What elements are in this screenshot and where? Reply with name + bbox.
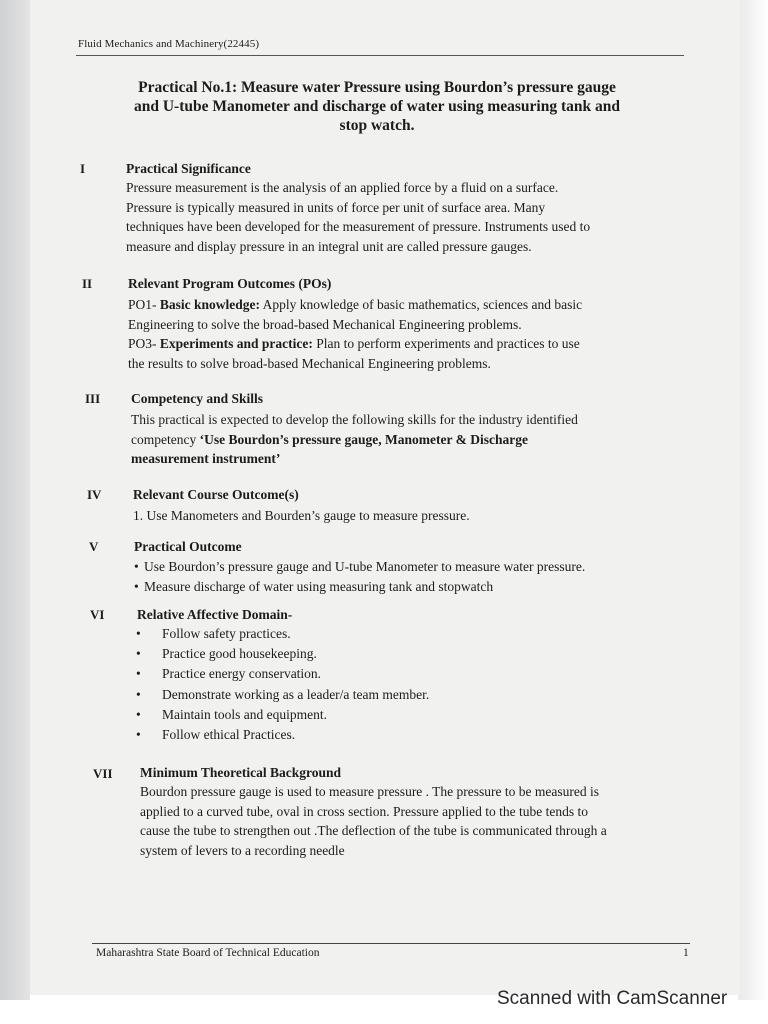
section-7-title: Minimum Theoretical Background: [140, 765, 342, 780]
bullet-glyph: •: [136, 626, 141, 641]
section-4-number: IV: [87, 487, 102, 502]
bullet-glyph: •: [134, 559, 139, 574]
bullet-glyph: •: [134, 579, 139, 595]
header-rule: [76, 55, 684, 56]
list-item-text: Follow ethical Practices.: [162, 727, 296, 743]
section-5-title: Practical Outcome: [134, 539, 242, 554]
scan-edge-right: [738, 0, 768, 1000]
po1-bold: Basic knowledge:: [159, 297, 261, 312]
list-item: [136, 644, 429, 664]
text-line: cause the tube to strengthen out .The deflection of the tube is communicated through a: [140, 823, 607, 838]
bullet-glyph: •: [136, 686, 141, 702]
text-line: 1. Use Manometers and Bourden’s gauge to measure pressure.: [133, 508, 470, 523]
text-line: Bourdon pressure gauge is used to measure pressure . The pressure to be measured is: [140, 784, 599, 799]
list-item-text: Maintain tools and equipment.: [162, 706, 327, 722]
section-1-title: Practical Significance: [126, 161, 251, 176]
bullet-glyph: •: [136, 706, 141, 722]
competency-bold: ‘Use Bourdon’s pressure gauge, Manometer & Discharge: [199, 431, 528, 447]
bullet-glyph: •: [136, 646, 141, 662]
practical-title: [82, 78, 672, 135]
page-footer: Maharashtra State Board of Technical Education: [96, 947, 320, 959]
list-item: [134, 557, 585, 577]
section-6-title: Relative Affective Domain-: [137, 607, 293, 622]
po3-line: [128, 334, 668, 354]
list-item: [136, 725, 429, 745]
section-2-title: Relevant Program Outcomes (POs): [128, 276, 332, 291]
competency-line-3: [131, 449, 673, 469]
competency-line: [131, 430, 673, 450]
title-line-3: stop watch.: [339, 117, 415, 134]
list-item: [136, 624, 429, 644]
text-line: Pressure is typically measured in units of force per unit of surface area. Many: [126, 199, 546, 215]
list-item: [136, 664, 429, 684]
section-7-body: [140, 782, 685, 860]
po3-line-2: the results to solve broad-based Mechanical Engineering problems.: [128, 355, 491, 371]
po3-prefix: PO3-: [128, 336, 160, 351]
list-item: [136, 705, 429, 725]
page-number: 1: [683, 947, 689, 959]
text-line: system of levers to a recording needle: [140, 842, 345, 858]
section-1-number: I: [80, 161, 86, 176]
po3-text: Plan to perform experiments and practices to use: [312, 336, 580, 351]
practical-outcome-list: [134, 557, 585, 597]
affective-domain-list: [136, 624, 429, 745]
list-item-text: Practice good housekeeping.: [162, 646, 317, 662]
list-item-text: Follow safety practices.: [162, 626, 291, 641]
scan-edge-shadow: [0, 0, 30, 1000]
bullet-glyph: •: [136, 666, 141, 682]
bullet-glyph: •: [136, 727, 141, 743]
text-line: applied to a curved tube, oval in cross section. Pressure applied to the tube tends to: [140, 803, 589, 819]
title-line-1: Practical No.1: Measure water Pressure using Bourdon’s pressure gauge: [138, 79, 616, 96]
section-6-number: VI: [90, 607, 105, 622]
po1-prefix: PO1-: [128, 297, 160, 312]
footer-rule: [92, 943, 690, 944]
section-4-body: [133, 506, 653, 526]
list-item-text: Demonstrate working as a leader/a team member.: [162, 686, 430, 702]
section-4-title: Relevant Course Outcome(s): [133, 487, 299, 502]
list-item-text: Use Bourdon’s pressure gauge and U-tube Manometer to measure water pressure.: [144, 559, 586, 574]
section-3-title: Competency and Skills: [131, 391, 264, 406]
po1-text: Apply knowledge of basic mathematics, sciences and basic: [260, 297, 583, 312]
text-line: Pressure measurement is the analysis of an applied force by a fluid on a surface.: [126, 180, 559, 195]
text-line: measure and display pressure in an integral unit are called pressure gauges.: [126, 238, 532, 254]
list-item: [134, 577, 585, 597]
list-item: [136, 685, 429, 705]
competency-bold-2: measurement instrument’: [131, 451, 281, 466]
section-2-body: [128, 295, 668, 373]
section-2-number: II: [82, 276, 93, 291]
text-line: This practical is expected to develop the following skills for the industry identified: [131, 412, 578, 427]
scanner-watermark: Scanned with CamScanner: [497, 988, 728, 1009]
list-item-text: Practice energy conservation.: [162, 666, 322, 682]
section-7-number: VII: [93, 766, 113, 781]
competency-prefix: competency: [131, 431, 200, 447]
po1-line: [128, 295, 668, 315]
section-3-body: [131, 410, 673, 469]
list-item-text: Measure discharge of water using measuring tank and stopwatch: [144, 579, 494, 595]
po3-bold: Experiments and practice:: [159, 336, 313, 351]
po1-line-2: Engineering to solve the broad-based Mechanical Engineering problems.: [128, 316, 522, 332]
section-5-number: V: [89, 539, 99, 554]
section-3-number: III: [85, 391, 101, 406]
title-line-2: and U-tube Manometer and discharge of water using measuring tank and: [134, 98, 620, 115]
page-header: Fluid Mechanics and Machinery(22445): [78, 38, 260, 50]
text-line: techniques have been developed for the measurement of pressure. Instruments used to: [126, 219, 591, 234]
section-1-body: [126, 178, 670, 256]
